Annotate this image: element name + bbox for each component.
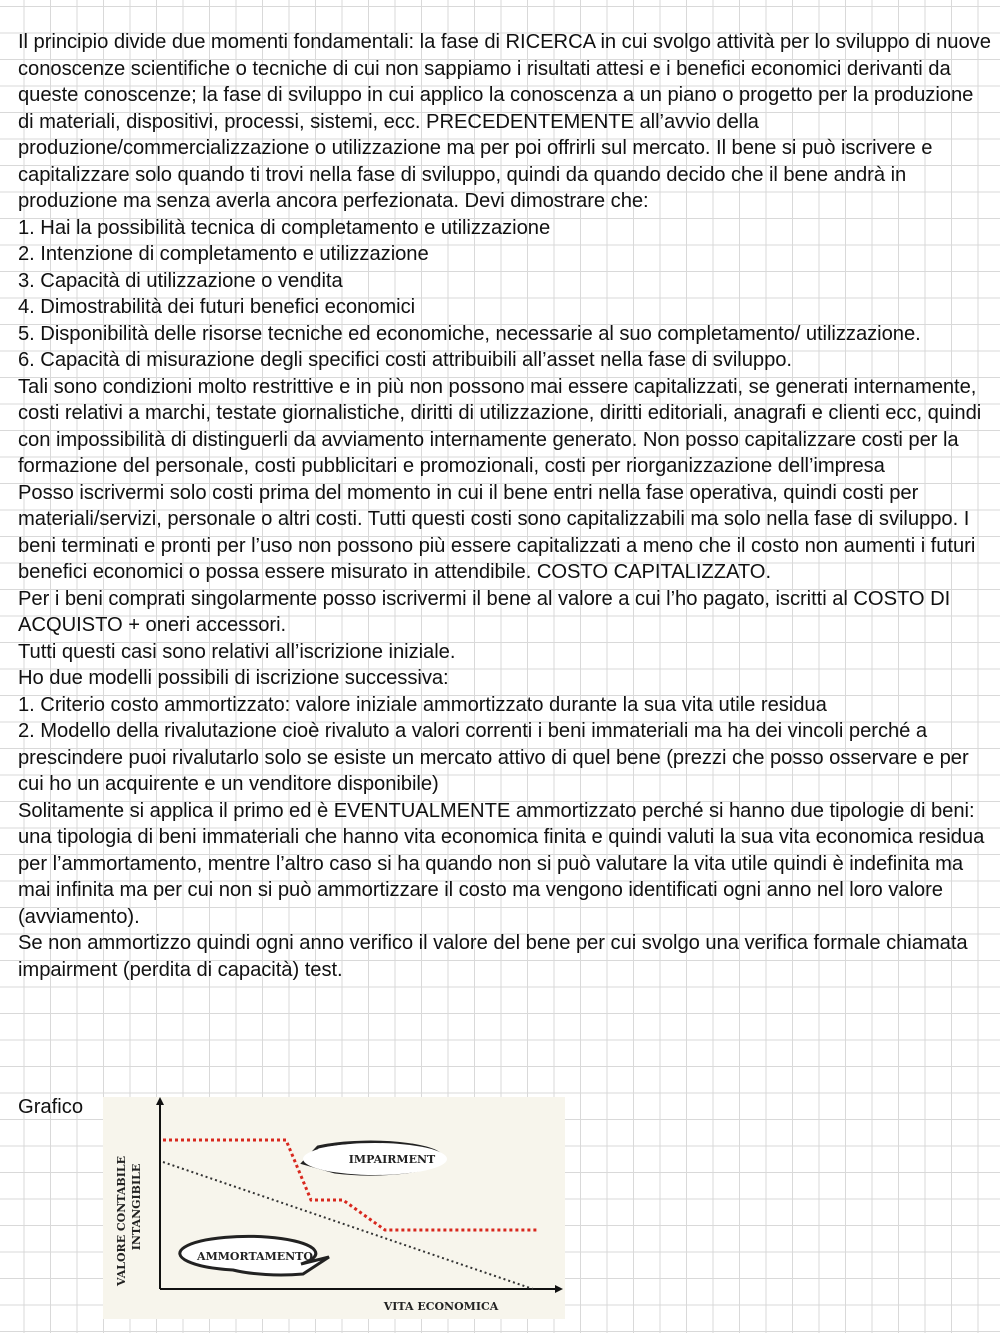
paragraph: Se non ammortizzo quindi ogni anno verifico il valore del bene per cui svolgo una verifica formale chiamata impairment (perdita di capacità) test. [18,932,968,981]
paragraph: Solitamente si applica il primo ed è EVENTUALMENTE ammortizzato perché si hanno due tipologie di beni: una tipologia di beni immateriali che hanno vita economica finita e quindi valuti la sua vita economica residua per l’ammortamento, mentre l’altro caso si ha quando non si può valutare la vita utile quindi è indefinita ma mai infinita ma per cui non si può ammortizzare il costo ma vengono identificati ogni anno nel loro valore (avviamento). [18,799,985,928]
list-item: 3. Capacità di utilizzazione o vendita [18,269,343,292]
list-item: 4. Dimostrabilità dei futuri benefici economici [18,296,416,318]
paragraph: Il principio divide due momenti fondamentali: la fase di RICERCA in cui svolgo attività per lo sviluppo di nuove conoscenze scientifiche o tecniche di cui non sappiamo i risultati attesi e i benefici economici derivanti da queste conoscenze; la fase di sviluppo in cui applico la conoscenza a un piano o progetto per la produzione di materiali, dispositivi, processi, sistemi, ecc. PRECEDENTEMENTE all’avvio della produzione/commercializzazione o utilizzazione ma per poi offrirli sul mercato. Il bene si può iscrivere e capitalizzare solo quando ti trovi nella fase di sviluppo, quindi da quando decido che il bene andrà in produzione ma senza averla ancora perfezionata. Devi dimostrare che: [18,31,991,212]
paragraph: Posso iscrivermi solo costi prima del momento in cui il bene entri nella fase operativa, quindi costi per materiali/servizi, personale o altri costi. Tutti questi costi sono capitalizzabili ma solo nella fase di sviluppo. I beni terminati e pronti per l’uso non possono più essere capitalizzati a meno che il costo non aumenti i futuri benefici economici o possa essere misurato in attendibile. COSTO CAPITALIZZATO. [18,481,976,583]
list-item: 1. Hai la possibilità tecnica di completamento e utilizzazione [18,216,551,239]
y-axis-arrow [156,1097,164,1105]
x-axis-label: VITA ECONOMICA [383,1300,499,1313]
impairment-label: IMPAIRMENT [348,1153,436,1166]
notes-text [18,29,993,983]
y-axis-label-line2: INTANGIBILE [130,1163,143,1251]
list-item: 6. Capacità di misurazione degli specifici costi attribuibili all’asset nella fase di sviluppo. [18,349,792,371]
paragraph: Per i beni comprati singolarmente posso iscrivermi il bene al valore a cui l’ho pagato, iscritti al COSTO DI ACQUISTO + oneri accessori. [18,587,951,636]
paragraph: Ho due modelli possibili di iscrizione successiva: [18,667,449,689]
y-axis-label-line1: VALORE CONTABILE [115,1156,128,1286]
impairment-figure [103,1097,565,1319]
paragraph: Tali sono condizioni molto restrittive e in più non possono mai essere capitalizzati, se generati internamente, costi relativi a marchi, testate giornalistiche, diritti di utilizzazione, diritti editoriali, anagrafi e clienti ecc, quindi con impossibilità di distinguerli da avviamento internamente generato. Non posso capitalizzare costi per la formazione del personale, costi pubblicitari e promozionali, costi per riorganizzazione dell’impresa [18,375,982,477]
list-item: 5. Disponibilità delle risorse tecniche ed economiche, necessarie al suo completamento/ utilizzazione. [18,322,921,345]
grafico-label: Grafico [18,1096,84,1118]
x-axis-arrow [555,1285,563,1293]
list-item: 2. Intenzione di completamento e utilizzazione [18,243,429,265]
impairment-diagram [103,1097,565,1319]
ammortamento-label: AMMORTAMENTO [197,1250,313,1263]
list-item: 2. Modello della rivalutazione cioè rivaluto a valori correnti i beni immateriali ma ha dei vincoli perché a prescindere puoi rivalutarlo solo se esiste un mercato attivo di quel bene (prezzi che posso osservare e per cui ho un acquirente e un venditore disponibile) [18,720,969,795]
paragraph: Tutti questi casi sono relativi all’iscrizione iniziale. [18,640,456,663]
list-item: 1. Criterio costo ammortizzato: valore iniziale ammortizzato durante la sua vita utile residua [18,693,827,716]
